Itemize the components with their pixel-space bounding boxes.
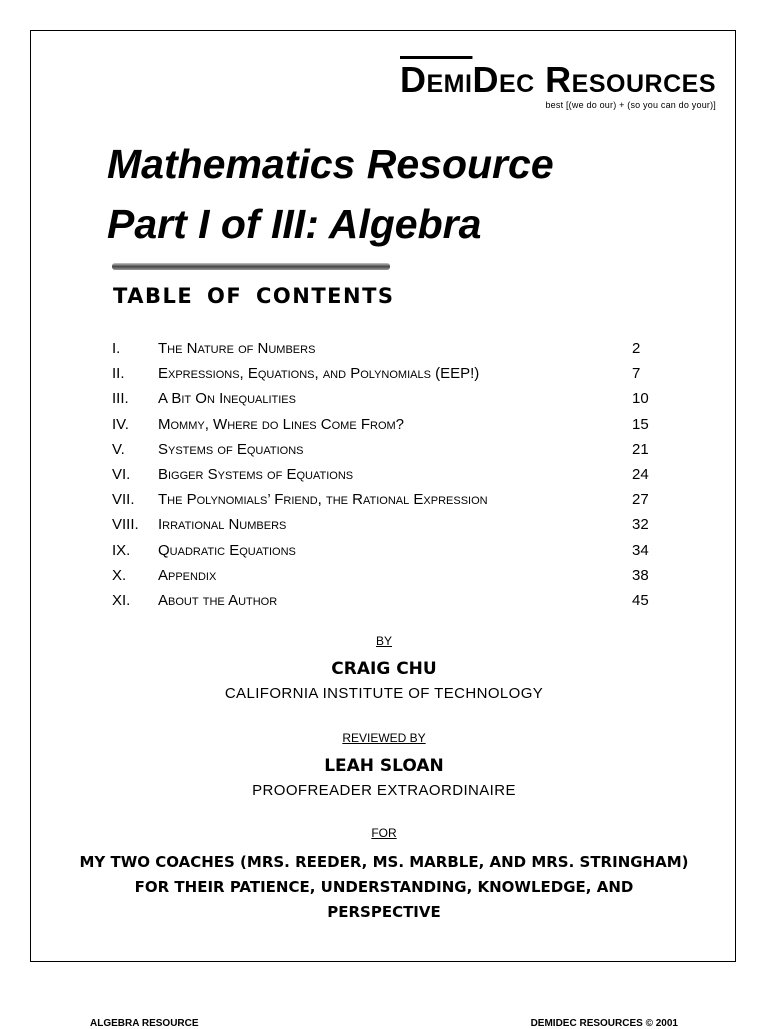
footer-left-text: ALGEBRA RESOURCE [90, 1018, 199, 1029]
toc-entry-page: 7 [632, 365, 641, 383]
toc-entry-page: 21 [632, 440, 649, 458]
toc-entry-page: 45 [632, 591, 649, 609]
brand-logo-first: Demi [400, 59, 473, 100]
toc-entry-page: 38 [632, 566, 649, 584]
toc-entry-number: XI. [112, 591, 131, 609]
toc-entry-number: IV. [112, 415, 129, 433]
toc-entry-title: Systems of Equations [158, 440, 304, 458]
dedication-line: MY TWO COACHES (MRS. REEDER, MS. MARBLE, AND MRS. STRINGHAM) [79, 853, 689, 871]
for-label: FOR [371, 826, 397, 840]
author-affiliation: CALIFORNIA INSTITUTE OF TECHNOLOGY [224, 685, 544, 702]
toc-entry-title: The Nature of Numbers [158, 340, 316, 357]
toc-entry[interactable] [112, 338, 662, 363]
toc-entry-number: II. [112, 365, 125, 383]
toc-entry-number: VII. [112, 491, 135, 509]
toc-list [112, 338, 662, 615]
brand-logo-rest: Dec Resources [472, 59, 716, 100]
reviewed-by-label: REVIEWED BY [342, 731, 426, 745]
toc-entry[interactable] [112, 363, 662, 388]
toc-entry-number: III. [112, 390, 129, 408]
dedication-line: FOR THEIR PATIENCE, UNDERSTANDING, KNOWLEDGE, AND [134, 878, 634, 896]
toc-entry-title: Appendix [158, 566, 217, 584]
toc-entry-page: 15 [632, 415, 649, 433]
toc-entry[interactable] [112, 590, 662, 615]
brand-block [400, 59, 716, 110]
toc-entry-number: VIII. [112, 516, 139, 534]
brand-logo [400, 59, 716, 100]
toc-entry-page: 34 [632, 541, 649, 559]
toc-entry-number: IX. [112, 541, 131, 559]
toc-entry-number: V. [112, 440, 125, 458]
toc-entry-number: X. [112, 566, 127, 584]
toc-entry[interactable] [112, 439, 662, 464]
toc-entry-page: 32 [632, 516, 649, 534]
toc-entry-title: Expressions, Equations, and Polynomials (EEP!) [158, 365, 480, 383]
title-divider [112, 263, 390, 270]
toc-entry[interactable] [112, 464, 662, 489]
toc-entry[interactable] [112, 388, 662, 413]
toc-entry-title: The Polynomials’ Friend, the Rational Expression [158, 491, 488, 509]
toc-entry-number: I. [112, 340, 121, 357]
toc-entry-page: 24 [632, 465, 649, 483]
toc-entry-number: VI. [112, 465, 131, 483]
toc-entry-page: 10 [632, 390, 649, 408]
toc-entry-title: Bigger Systems of Equations [158, 465, 354, 483]
toc-entry-title: Quadratic Equations [158, 541, 296, 559]
toc-entry-page: 2 [632, 340, 641, 357]
toc-heading: TABLE OF CONTENTS [113, 284, 395, 308]
dedication-line: PERSPECTIVE [327, 903, 441, 921]
by-label: BY [375, 634, 392, 648]
brand-tagline: best [(we do our) + (so you can do your)] [545, 100, 716, 110]
reviewer-role: PROOFREADER EXTRAORDINAIRE [252, 782, 516, 799]
toc-entry[interactable] [112, 414, 662, 439]
toc-entry-title: Irrational Numbers [158, 516, 287, 534]
toc-entry[interactable] [112, 489, 662, 514]
footer-right-text: DEMIDEC RESOURCES © 2001 [530, 1018, 678, 1029]
toc-entry-title: A Bit On Inequalities [158, 390, 296, 408]
toc-entry[interactable] [112, 565, 662, 590]
document-title-line2: Part I of III: Algebra [107, 201, 482, 247]
reviewer-name: LEAH SLOAN [324, 756, 444, 776]
toc-entry-page: 27 [632, 491, 649, 509]
document-title-line1: Mathematics Resource [107, 141, 554, 187]
toc-entry[interactable] [112, 514, 662, 539]
toc-entry[interactable] [112, 540, 662, 565]
toc-entry-title: Mommy, Where do Lines Come From? [158, 415, 405, 433]
author-name: CRAIG CHU [331, 659, 437, 679]
toc-entry-title: About the Author [158, 591, 278, 609]
